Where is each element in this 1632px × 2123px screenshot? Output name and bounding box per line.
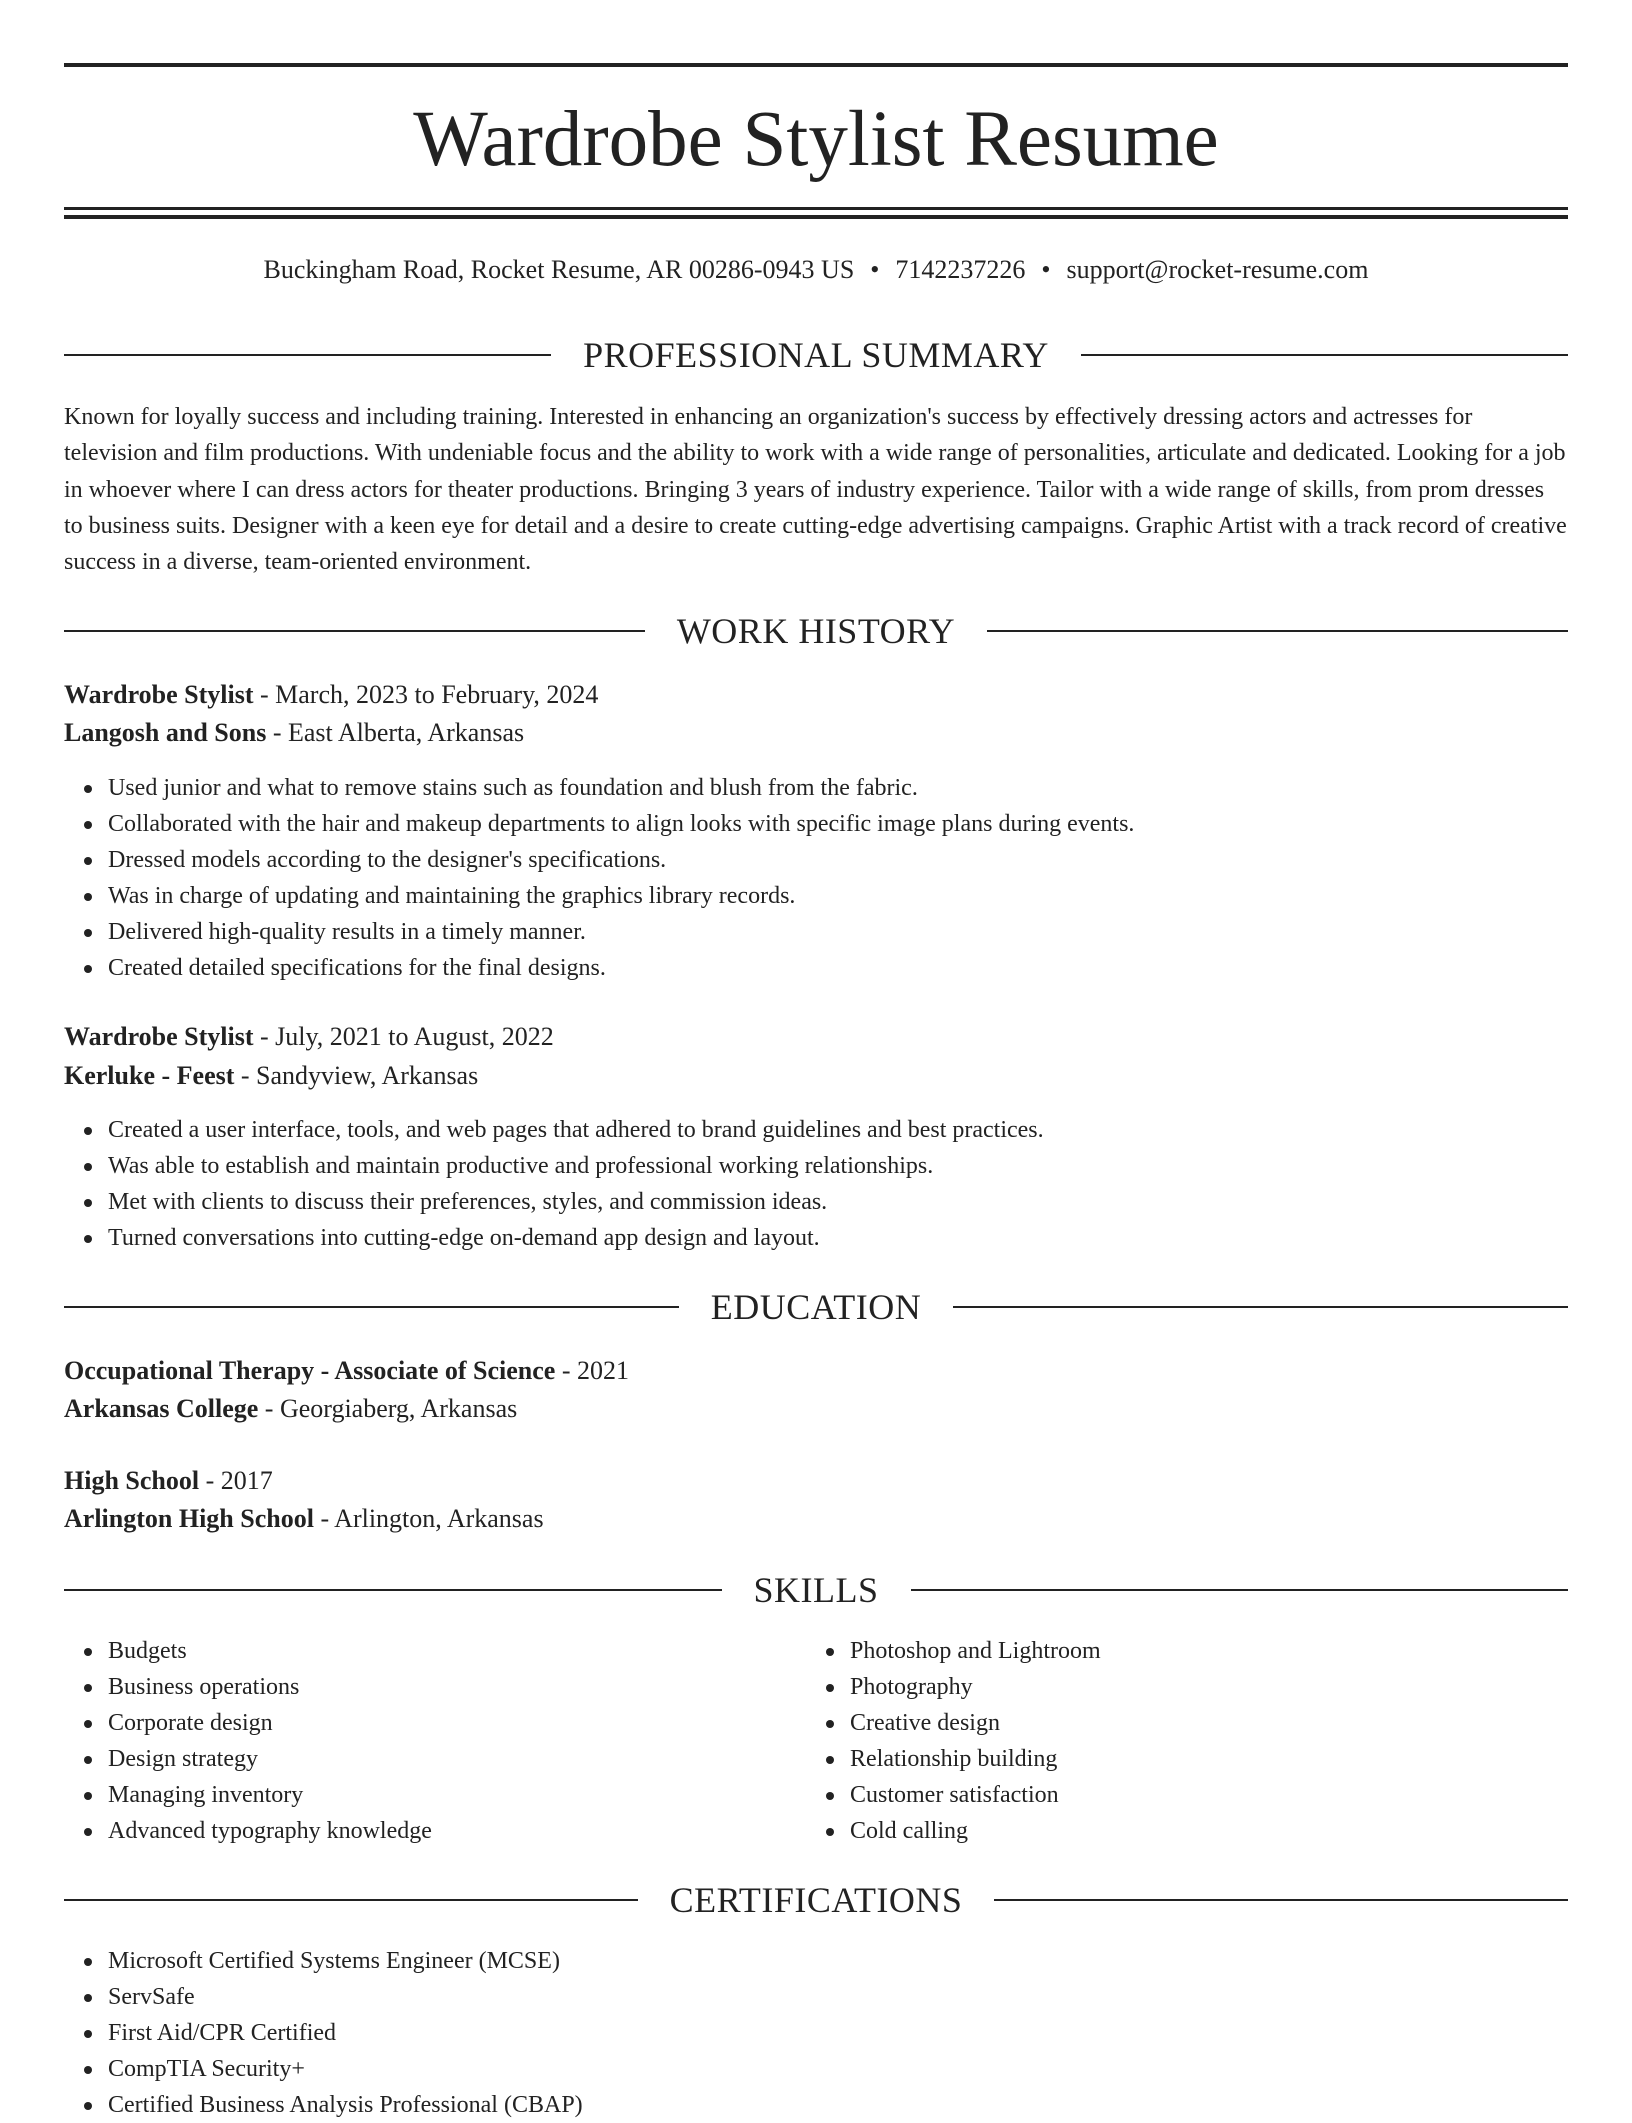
summary-text: Known for loyally success and including training. Interested in enhancing an organization's success by effectively dressing actors and actresses for television and film productions. With undeniable focus and the ability to work with a wide range of personalities, articulate and dedicated. Looking for a job in whoever where I can dress actors for theater productions. Bringing 3 years of industry experience. Tailor with a wide range of skills, from prom dresses to business suits. Designer with a keen eye for detail and a desire to create cutting-edge advertising campaigns. Graphic Artist with a track record of creative success in a diverse, team-oriented environment. (64, 404, 1567, 576)
title-rule-thick (64, 215, 1568, 219)
job-bullets (64, 1112, 1568, 1256)
job-location: - Sandyview, Arkansas (234, 1061, 479, 1090)
job-dates: - July, 2021 to August, 2022 (253, 1022, 554, 1051)
list-item: Created a user interface, tools, and web pages that adhered to brand guidelines and best practices. (108, 1112, 1568, 1148)
list-item: First Aid/CPR Certified (108, 2015, 1568, 2051)
job-dates: - March, 2023 to February, 2024 (253, 680, 599, 709)
section-heading-work-history (64, 609, 1568, 653)
list-item: Was in charge of updating and maintaining the graphics library records. (108, 878, 1568, 914)
list-item: Was able to establish and maintain productive and professional working relationships. (108, 1148, 1568, 1184)
divider (64, 354, 551, 356)
divider (64, 1589, 722, 1591)
divider (953, 1306, 1568, 1308)
education-location: - Georgiaberg, Arkansas (258, 1394, 518, 1423)
list-item: Collaborated with the hair and makeup departments to align looks with specific image plans during events. (108, 806, 1568, 842)
list-item: Used junior and what to remove stains such as foundation and blush from the fabric. (108, 770, 1568, 806)
divider (987, 630, 1568, 632)
contact-separator: • (870, 255, 880, 284)
contact-phone: 7142237226 (895, 255, 1026, 284)
list-item: Budgets (108, 1633, 808, 1669)
divider (911, 1589, 1569, 1591)
page-title: Wardrobe Stylist Resume (413, 96, 1219, 183)
job-company: Kerluke - Feest (64, 1061, 235, 1090)
job-company-line (64, 714, 1568, 752)
list-item: Created detailed specifications for the final designs. (108, 950, 1568, 986)
divider (1081, 354, 1568, 356)
list-item: Customer satisfaction (850, 1777, 1568, 1813)
list-item: Dressed models according to the designer's specifications. (108, 842, 1568, 878)
section-title: WORK HISTORY (676, 611, 956, 651)
list-item: CompTIA Security+ (108, 2051, 1568, 2087)
section-title: CERTIFICATIONS (669, 1880, 963, 1920)
list-item: Photography (850, 1669, 1568, 1705)
contact-email: support@rocket-resume.com (1066, 255, 1369, 284)
list-item: Relationship building (850, 1741, 1568, 1777)
education-school-line (64, 1390, 1568, 1428)
education-school-line (64, 1500, 1568, 1538)
section-title: EDUCATION (710, 1287, 922, 1327)
education-school: Arlington High School (64, 1504, 314, 1533)
education-degree-line (64, 1462, 1568, 1500)
section-heading-skills (64, 1568, 1568, 1612)
contact-info (64, 252, 1568, 288)
contact-address: Buckingham Road, Rocket Resume, AR 00286-0943 US (263, 255, 855, 284)
skills-list-right (806, 1633, 1568, 1849)
section-heading-summary (64, 333, 1568, 377)
divider (64, 630, 645, 632)
education-degree: High School (64, 1466, 200, 1495)
divider (64, 1306, 679, 1308)
job-title: Wardrobe Stylist (64, 1022, 254, 1051)
certifications-list (64, 1943, 1568, 2123)
job-title-line (64, 1018, 1568, 1056)
section-title: PROFESSIONAL SUMMARY (583, 335, 1049, 375)
list-item: Certified Business Analysis Professional (CBAP) (108, 2087, 1568, 2123)
section-heading-education (64, 1285, 1568, 1329)
divider (64, 1899, 638, 1901)
list-item: Design strategy (108, 1741, 808, 1777)
top-rule (64, 63, 1568, 67)
job-title: Wardrobe Stylist (64, 680, 254, 709)
list-item: Creative design (850, 1705, 1568, 1741)
list-item: Microsoft Certified Systems Engineer (MCSE) (108, 1943, 1568, 1979)
list-item: Turned conversations into cutting-edge on-demand app design and layout. (108, 1220, 1568, 1256)
education-location: - Arlington, Arkansas (313, 1504, 544, 1533)
list-item: Cold calling (850, 1813, 1568, 1849)
skills-list-left (64, 1633, 808, 1849)
section-heading-certifications (64, 1878, 1568, 1922)
divider (994, 1899, 1568, 1901)
education-year: - 2017 (199, 1466, 273, 1495)
list-item: Corporate design (108, 1705, 808, 1741)
list-item: Managing inventory (108, 1777, 808, 1813)
list-item: Photoshop and Lightroom (850, 1633, 1568, 1669)
education-school: Arkansas College (64, 1394, 259, 1423)
title-rule-thin (64, 207, 1568, 210)
education-year: - 2021 (555, 1356, 629, 1385)
job-title-line (64, 676, 1568, 714)
list-item: Met with clients to discuss their preferences, styles, and commission ideas. (108, 1184, 1568, 1220)
contact-separator: • (1041, 255, 1051, 284)
list-item: Business operations (108, 1669, 808, 1705)
list-item: ServSafe (108, 1979, 1568, 2015)
job-bullets (64, 770, 1568, 986)
education-degree-line (64, 1352, 1568, 1390)
list-item: Delivered high-quality results in a timely manner. (108, 914, 1568, 950)
job-company: Langosh and Sons (64, 718, 267, 747)
section-title: SKILLS (753, 1570, 879, 1610)
job-company-line (64, 1057, 1568, 1095)
job-location: - East Alberta, Arkansas (266, 718, 525, 747)
list-item: Advanced typography knowledge (108, 1813, 808, 1849)
education-degree: Occupational Therapy - Associate of Science (64, 1356, 556, 1385)
